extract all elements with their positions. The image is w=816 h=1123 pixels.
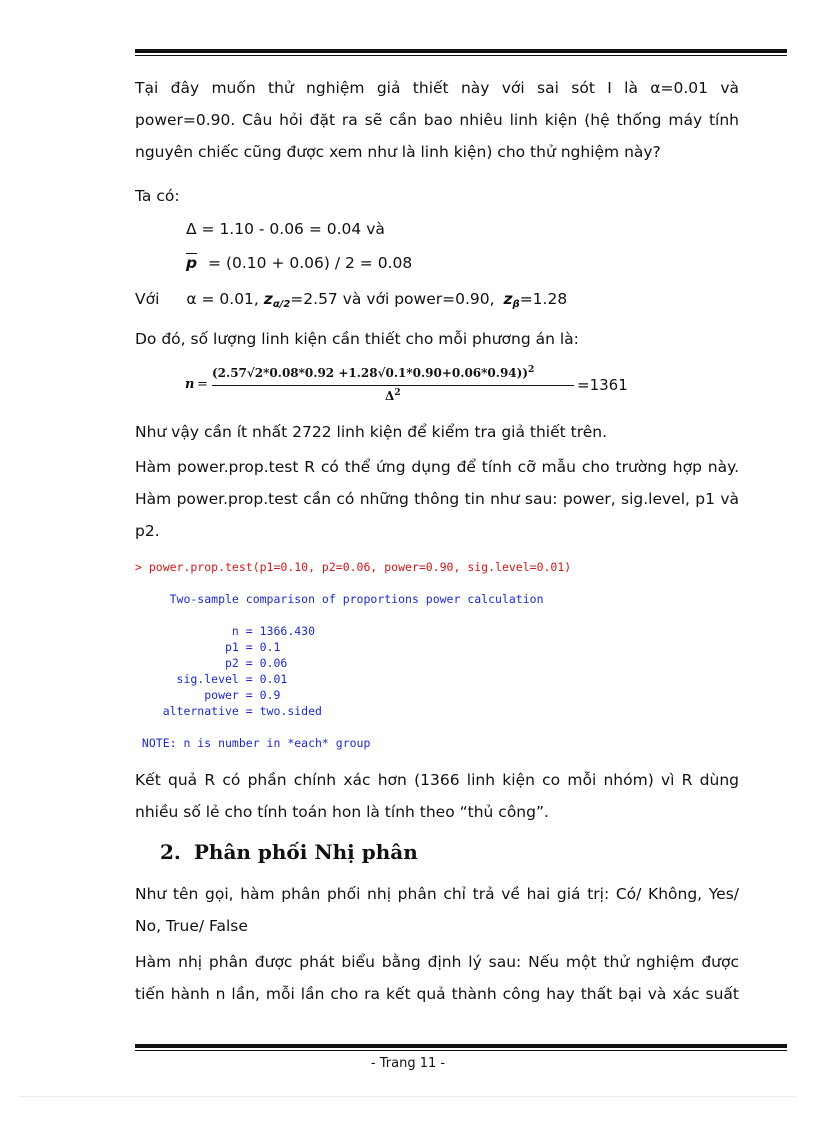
paragraph-intro [135, 72, 739, 168]
z-alpha-subscript: α/2 [272, 299, 291, 310]
formula-result: =1361 [577, 376, 628, 394]
z-beta-value: =1.28 [519, 290, 568, 308]
footer-rule [135, 1044, 787, 1051]
z-beta-symbol: z [503, 290, 513, 308]
do-do-text: Do đó, số lượng linh kiện cần thiết cho mỗi phương án là: [135, 330, 579, 348]
r-command: > power.prop.test(p1=0.10, p2=0.06, power=0.90, sig.level=0.01) [135, 560, 572, 574]
alpha-line [135, 290, 567, 310]
page-boundary [20, 1096, 796, 1097]
formula-denominator [385, 388, 401, 403]
pbar-value: = (0.10 + 0.06) / 2 = 0.08 [208, 254, 413, 272]
paragraph-ham-nhi-phan-text: Hàm nhị phân được phát biểu bằng định lý sau: Nếu một thử nghiệm được tiến hành n lần, mỗi lần cho ra kết quả thành công hay thất bại và xác suất [135, 953, 739, 1003]
z-beta-subscript: β [512, 299, 520, 310]
r-output-p1: p1 = 0.1 [135, 640, 281, 654]
r-output-p2: p2 = 0.06 [135, 656, 288, 670]
formula-n: n [185, 377, 195, 392]
paragraph-nhu-ten-goi [135, 878, 739, 942]
sample-size-formula [185, 363, 645, 411]
formula-numerator-text: (2.57√2*0.08*0.92 +1.28√0.1*0.90+0.06*0.94)) [212, 366, 529, 380]
formula-numerator [212, 365, 534, 380]
fraction-bar [212, 385, 574, 386]
r-output-title: Two-sample comparison of proportions power calculation [135, 592, 544, 606]
pbar-equation [186, 254, 412, 272]
paragraph-intro-text: Tại đây muốn thử nghiệm giả thiết này với sai sót I là α=0.01 và power=0.90. Câu hỏi đặt ra sẽ cần bao nhiêu linh kiện (hệ thống máy tính nguyên chiếc cũng được xem như là linh kiện) cho thử nghiệm này? [135, 79, 739, 161]
r-console-output [135, 553, 655, 753]
z-alpha-value: =2.57 và với power=0.90, [290, 290, 495, 308]
r-output-power: power = 0.9 [135, 688, 281, 702]
paragraph-nhu-ten-goi-text: Như tên gọi, hàm phân phối nhị phân chỉ trả về hai giá trị: Có/ Không, Yes/ No, True/ False [135, 885, 739, 935]
section-title: Phân phối Nhị phân [193, 840, 418, 864]
z-alpha-symbol: z [263, 290, 273, 308]
page-number: - Trang 11 - [370, 1056, 446, 1071]
formula-equals: = [197, 377, 208, 392]
paragraph-power-prop [135, 451, 739, 547]
paragraph-ket-qua-text: Kết quả R có phần chính xác hơn (1366 linh kiện co mỗi nhóm) vì R dùng nhiều số lẻ cho tính toán hon là tính theo “thủ công”. [135, 771, 739, 821]
pbar-symbol: $\overline{p}$ [186, 254, 198, 272]
delta-equation: Δ = 1.10 - 0.06 = 0.04 và [186, 220, 385, 238]
paragraph-ham-nhi-phan [135, 946, 739, 1010]
paragraph-power-prop-text: Hàm power.prop.test R có thể ứng dụng để tính cỡ mẫu cho trường hợp này. Hàm power.prop.test cần có những thông tin như sau: power, sig.level, p1 và p2. [135, 458, 739, 540]
section-heading [160, 840, 418, 864]
alpha-value: α = 0.01, [186, 290, 259, 308]
ta-co-text: Ta có: [135, 187, 180, 205]
header-rule [135, 49, 787, 56]
r-output-n: n = 1366.430 [135, 624, 316, 638]
formula-denominator-exponent: 2 [394, 388, 401, 398]
nhu-vay-text: Như vậy cần ít nhất 2722 linh kiện để kiểm tra giả thiết trên. [135, 423, 608, 441]
r-output-note: NOTE: n is number in *each* group [135, 736, 371, 750]
formula-denominator-symbol: Δ [385, 389, 395, 403]
r-output-alternative: alternative = two.sided [135, 704, 322, 718]
section-number: 2. [160, 840, 181, 864]
voi-label: Với [135, 290, 160, 308]
formula-numerator-exponent: 2 [528, 365, 535, 375]
paragraph-ket-qua [135, 764, 739, 828]
r-output-sig-level: sig.level = 0.01 [135, 672, 288, 686]
